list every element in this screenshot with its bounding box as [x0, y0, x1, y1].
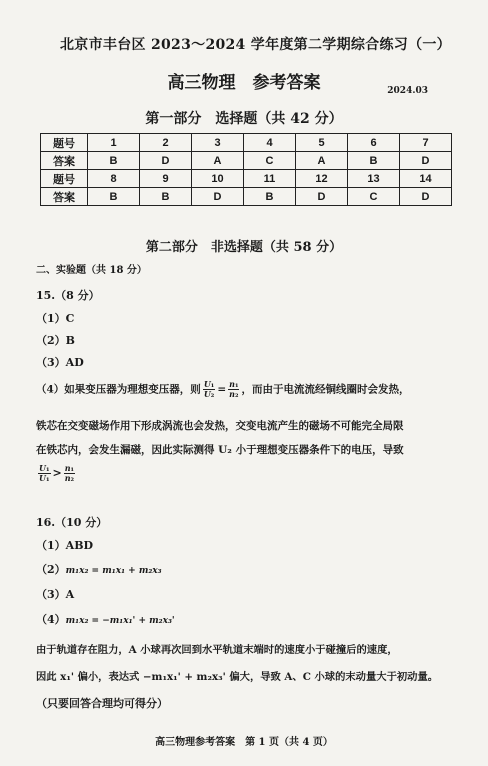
ratio-formula: $\frac{\text{U₁}}{\text{U₁}}$: [39, 463, 50, 483]
q15-line-2: 铁芯在交变磁场作用下形成涡流也会发热，交变电流产生的磁场不可能完全局限: [36, 420, 404, 432]
row-label: 答案: [41, 152, 88, 170]
table-row: [41, 152, 452, 170]
table-cell: 7: [400, 134, 452, 152]
row-label: 题号: [41, 170, 88, 188]
q16-title: 16.（10 分）: [36, 516, 108, 529]
table-cell: 8: [88, 170, 140, 188]
ratio-formula: $\frac{\text{n₁}}{\text{n₂}}$: [229, 379, 239, 399]
table-cell: B: [140, 188, 192, 206]
table-cell: 11: [244, 170, 296, 188]
q16-answer-4: [36, 611, 175, 627]
row-label: 题号: [41, 134, 88, 152]
q16-answer-2: [36, 561, 162, 577]
q15-answer-4-prefix: （4）如果变压器为理想变压器，则: [36, 383, 201, 396]
table-cell: 1: [88, 134, 140, 152]
document-title: 北京市丰台区 2023～2024 学年度第二学期综合练习（一）: [60, 37, 451, 53]
table-cell: B: [88, 188, 140, 206]
q16-answer-1: （1）ABD: [36, 539, 94, 552]
momentum-formula: m₁x₂ = m₁x₁ + m₂x₃: [65, 566, 162, 576]
q16-answer-3: （3）A: [36, 588, 75, 601]
part2-heading: 第二部分 非选择题（共 58 分）: [145, 240, 343, 255]
q16-line-2: 因此 x₁' 偏小，表达式 −m₁x₁' + m₂x₃' 偏大，导致 A、C 小球的末动量大于初动量。: [36, 671, 439, 683]
q16-line-1: 由于轨道存在阻力，A 小球再次回到水平轨道末端时的速度小于碰撞后的速度，: [36, 644, 398, 656]
q15-inequality: $\frac{\text{U₁}}{\text{U₁}}$ > $\frac{\text{n₁}}{\text{n₂}}$: [39, 463, 75, 483]
table-cell: B: [244, 188, 296, 206]
table-row: [41, 170, 452, 188]
table-cell: 6: [348, 134, 400, 152]
momentum-formula: m₁x₂ = −m₁x₁' + m₂x₃': [65, 616, 175, 626]
table-cell: D: [296, 188, 348, 206]
subject-heading: 高三物理 参考答案: [167, 73, 321, 93]
q15-answer-1: （1）C: [36, 312, 75, 325]
table-cell: 9: [140, 170, 192, 188]
table-cell: D: [400, 188, 452, 206]
q16-note: （只要回答合理均可得分）: [36, 697, 168, 710]
q15-answer-2: （2）B: [36, 334, 75, 347]
ratio-formula: $\frac{\text{n₁}}{\text{n₂}}$: [64, 463, 75, 483]
table-cell: C: [244, 152, 296, 170]
q15-title: 15.（8 分）: [36, 289, 100, 302]
table-cell: 12: [296, 170, 348, 188]
table-cell: C: [348, 188, 400, 206]
q15-line-3: 在铁芯内，会发生漏磁，因此实际测得 U₂ 小于理想变压器条件下的电压，导致: [36, 444, 404, 456]
part1-heading: 第一部分 选择题（共 42 分）: [145, 111, 343, 127]
row-label: 答案: [41, 188, 88, 206]
ratio-formula: $\frac{\text{U₁}}{\text{U₂}}$: [203, 379, 215, 399]
table-cell: D: [140, 152, 192, 170]
table-row: [41, 134, 452, 152]
table-cell: 4: [244, 134, 296, 152]
q15-answer-4-suffix: ，而由于电流流经铜线圈时会发热，: [241, 383, 410, 396]
table-cell: 13: [348, 170, 400, 188]
table-cell: 3: [192, 134, 244, 152]
table-cell: 2: [140, 134, 192, 152]
q15-answer-3: （3）AD: [36, 356, 84, 369]
q16-answer-4-label: （4）: [36, 613, 66, 626]
q15-answer-4: （4）如果变压器为理想变压器，则 $\frac{\text{U₁}}{\text{U₂}}$ = $\frac{\text{n₁}}{\text{n₂}}$ ，而由于电流流经铜线圈时会发热，: [36, 379, 410, 399]
table-cell: A: [296, 152, 348, 170]
table-cell: 10: [192, 170, 244, 188]
document-date: 2024.03: [387, 86, 428, 96]
q16-answer-2-label: （2）: [36, 563, 66, 576]
table-cell: 14: [400, 170, 452, 188]
answer-table: [40, 133, 452, 206]
table-cell: B: [88, 152, 140, 170]
table-cell: D: [400, 152, 452, 170]
page-footer: 高三物理参考答案 第 1 页（共 4 页）: [155, 737, 333, 748]
table-cell: D: [192, 188, 244, 206]
section-heading: 二、实验题（共 18 分）: [36, 265, 147, 276]
table-cell: B: [348, 152, 400, 170]
table-cell: 5: [296, 134, 348, 152]
table-row: [41, 188, 452, 206]
table-cell: A: [192, 152, 244, 170]
